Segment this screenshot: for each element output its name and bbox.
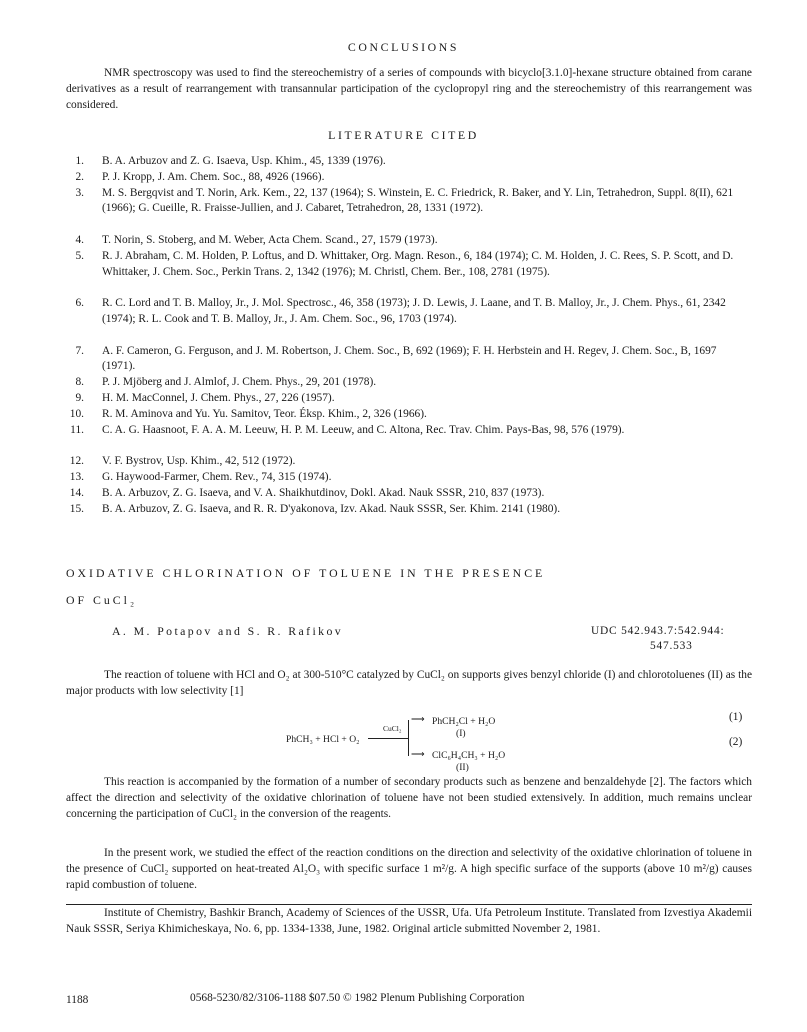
reference-item bbox=[62, 486, 752, 502]
reference-number: 2. bbox=[75, 170, 84, 183]
footnote-affiliation: Institute of Chemistry, Bashkir Branch, Academy of Sciences of the USSR, Ufa. Ufa Petroleum Institute. Translated from Izvestiya Akademii Nauk SSSR, Seriya Khimicheskaya, No. 6, pp. 1334-1338, June, 1982. Original article submitted November 2, 1981. bbox=[66, 907, 752, 935]
equation-bracket bbox=[408, 720, 409, 756]
reference-item bbox=[62, 296, 752, 328]
reference-number: 13. bbox=[69, 471, 84, 483]
arrow-icon: ⟶ bbox=[411, 714, 425, 725]
reference-text: A. F. Cameron, G. Ferguson, and J. M. Robertson, J. Chem. Soc., B, 692 (1969); F. H. Herbstein and H. Regev, J. Chem. Soc., B, 1697 (1971). bbox=[102, 344, 717, 373]
reference-item bbox=[62, 344, 752, 376]
equation-product-2-label: (II) bbox=[456, 762, 469, 773]
equation-product-1: PhCH₂Cl + H₂O bbox=[432, 716, 496, 727]
reference-number: 10. bbox=[69, 407, 84, 420]
authors: A. M. Potapov and S. R. Rafikov bbox=[112, 624, 344, 638]
equation-product-1-label: (I) bbox=[456, 728, 466, 739]
reference-text: T. Norin, S. Stoberg, and M. Weber, Acta Chem. Scand., 27, 1579 (1973). bbox=[102, 234, 438, 246]
reference-number: 8. bbox=[75, 376, 84, 389]
reference-item bbox=[62, 170, 752, 186]
equation-catalyst: CuCl₂ bbox=[383, 724, 402, 733]
article-title-line2: OF CuCl₂ bbox=[66, 593, 138, 607]
reference-number: 12. bbox=[69, 455, 84, 468]
reference-number: 4. bbox=[75, 234, 84, 246]
reference-item bbox=[62, 502, 752, 518]
arrow-icon: ⟶ bbox=[411, 749, 425, 760]
equation-number-1: (1) bbox=[729, 711, 743, 723]
literature-heading: LITERATURE CITED bbox=[328, 128, 479, 142]
reference-text: P. J. Kropp, J. Am. Chem. Soc., 88, 4926 (1966). bbox=[102, 170, 325, 183]
reference-item bbox=[62, 249, 752, 281]
equation-product-2: ClC₆H₄CH₃ + H₂O bbox=[432, 750, 506, 761]
reference-text: G. Haywood-Farmer, Chem. Rev., 74, 315 (1974). bbox=[102, 471, 332, 483]
intro-paragraph: The reaction of toluene with HCl and O₂ at 300-510°C catalyzed by CuCl₂ on supports gives benzyl chloride (I) and chlorotoluenes (II) as the major products with low selectivity [1] bbox=[66, 669, 752, 697]
reference-text: V. F. Bystrov, Usp. Khim., 42, 512 (1972). bbox=[102, 455, 296, 468]
copyright-line: 0568-5230/82/3106-1188 $07.50 © 1982 Plenum Publishing Corporation bbox=[190, 992, 525, 1004]
reference-number: 7. bbox=[75, 344, 84, 357]
reference-item bbox=[62, 391, 752, 407]
page-number: 1188 bbox=[66, 994, 89, 1006]
reference-number: 9. bbox=[75, 392, 84, 404]
reference-item bbox=[62, 454, 752, 470]
reference-text: P. J. Mjöberg and J. Almlof, J. Chem. Phys., 29, 201 (1978). bbox=[102, 376, 377, 389]
reference-text: B. A. Arbuzov, Z. G. Isaeva, and V. A. Shaikhutdinov, Dokl. Akad. Nauk SSSR, 210, 837 (1973). bbox=[102, 486, 545, 499]
reference-item bbox=[62, 186, 752, 218]
reference-item bbox=[62, 423, 752, 439]
reference-number: 5. bbox=[75, 249, 84, 262]
body-paragraph-3: In the present work, we studied the effect of the reaction conditions on the direction and selectivity of the oxidative chlorination of toluene in the presence of CuCl₂ supported on heat-treated Al₂O₃ with specific surface 1 m²/g. A high specific surface of the supports (above 10 m²/g) causes rapid combustion of toluene. bbox=[66, 847, 752, 891]
reference-text: H. M. MacConnel, J. Chem. Phys., 27, 226 (1957). bbox=[102, 392, 335, 404]
reference-text: M. S. Bergqvist and T. Norin, Ark. Kem., 22, 137 (1964); S. Winstein, E. C. Friedrick, R. Baker, and Y. Lin, Tetrahedron, Suppl. 8(II), 621 (1966); G. Cueille, R. Fraisse-Jullien, and J. Cabaret, Tetrahedron, 28, 1331 (1972). bbox=[102, 186, 734, 215]
reference-text: R. J. Abraham, C. M. Holden, P. Loftus, and D. Whittaker, Org. Magn. Reson., 6, 184 (1974); C. M. Holden, J. C. Rees, S. P. Scott, and D. Whittaker, J. Chem. Soc., Perkin Trans. 2, 1342 (1976); M. Christl, Chem. Ber., 108, 2781 (1975). bbox=[102, 249, 734, 278]
equation-reactants: PhCH₃ + HCl + O₂ bbox=[286, 734, 360, 745]
reference-item bbox=[62, 470, 752, 486]
reference-text: R. M. Aminova and Yu. Yu. Samitov, Teor. Éksp. Khim., 2, 326 (1966). bbox=[102, 407, 427, 420]
equation-number-2: (2) bbox=[729, 736, 743, 748]
body-paragraph-2: This reaction is accompanied by the formation of a number of secondary products such as benzene and benzaldehyde [2]. The factors which affect the direction and selectivity of the oxidative chlorination of toluene have not been studied extensively. In addition, much remains unclear concerning the participation of CuCl₂ in the conversion of the reagents. bbox=[66, 776, 752, 820]
conclusions-text: NMR spectroscopy was used to find the stereochemistry of a series of compounds with bicyclo[3.1.0]-hexane structure obtained from carane derivatives as a result of rearrangement with transannular participation of the cyclopropyl ring and the stereochemistry of this rearrangement was considered. bbox=[66, 67, 752, 111]
reference-item bbox=[62, 154, 752, 170]
reference-text: C. A. G. Haasnoot, F. A. A. M. Leeuw, H. P. M. Leeuw, and C. Altona, Rec. Trav. Chim. Pays-Bas, 98, 576 (1979). bbox=[102, 423, 625, 436]
reference-item bbox=[62, 407, 752, 423]
reference-item bbox=[62, 375, 752, 391]
reference-text: R. C. Lord and T. B. Malloy, Jr., J. Mol. Spectrosc., 46, 358 (1973); J. D. Lewis, J. Laane, and T. B. Malloy, Jr., J. Chem. Phys., 61, 2342 (1974); R. L. Cook and T. B. Malloy, Jr., J. Am. Chem. Soc., 96, 1703 (1974). bbox=[102, 297, 726, 325]
reference-item bbox=[62, 233, 752, 249]
reference-number: 3. bbox=[75, 186, 84, 199]
reference-text: B. A. Arbuzov and Z. G. Isaeva, Usp. Khim., 45, 1339 (1976). bbox=[102, 155, 386, 167]
reference-text: B. A. Arbuzov, Z. G. Isaeva, and R. R. D'yakonova, Izv. Akad. Nauk SSSR, Ser. Khim. 2141 (1980). bbox=[102, 502, 561, 515]
udc-code: UDC 542.943.7:542.944: bbox=[591, 625, 725, 637]
equation-arrow-line bbox=[368, 738, 408, 739]
conclusions-heading: CONCLUSIONS bbox=[347, 40, 460, 54]
article-title: OXIDATIVE CHLORINATION OF TOLUENE IN THE PRESENCE bbox=[66, 566, 546, 580]
reference-number: 11. bbox=[70, 423, 84, 436]
reference-number: 1. bbox=[75, 155, 84, 167]
reference-number: 14. bbox=[69, 486, 84, 499]
reference-number: 6. bbox=[75, 297, 84, 310]
udc-code-line2: 547.533 bbox=[650, 640, 693, 652]
footnote-divider bbox=[66, 904, 752, 905]
reference-number: 15. bbox=[69, 502, 84, 515]
